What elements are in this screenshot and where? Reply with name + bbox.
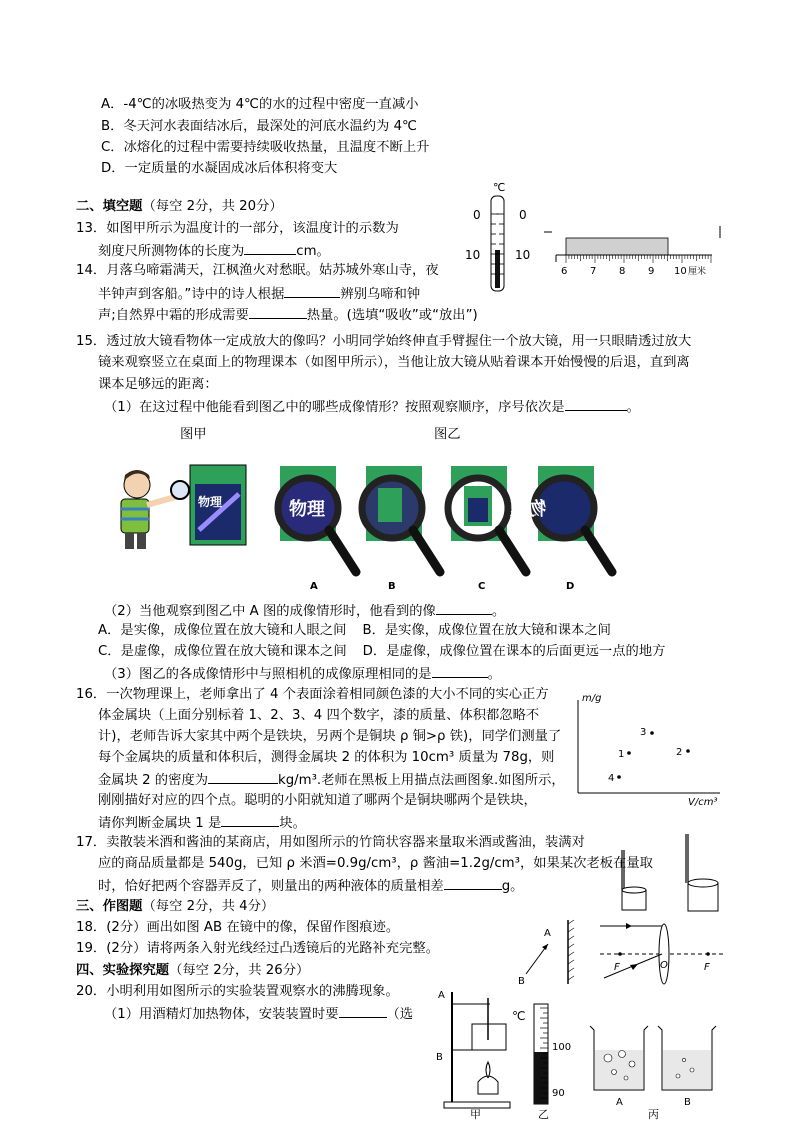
- q15-options-cd: C．是虚像，成像位置在放大镜和课本之间 D．是虚像，成像位置在课本的后面更远一点的地方: [98, 644, 666, 659]
- fig-label-yi: 图乙: [434, 427, 461, 442]
- svg-text:2: 2: [676, 747, 683, 758]
- svg-text:B: B: [684, 1097, 691, 1108]
- beakers-figure: [586, 1020, 726, 1120]
- thermometer-figure: [455, 180, 545, 295]
- q15-line3: 课本足够远的距离：: [98, 377, 218, 392]
- svg-text:B: B: [518, 976, 525, 986]
- q16-line4: 每个金属块的质量和体积后，测得金属块 2 的体积为 10cm³ 质量为 78g，则: [98, 750, 555, 765]
- thermo-tick-right-10: 10: [515, 248, 531, 262]
- thermometer-unit: ℃: [493, 181, 506, 194]
- svg-text:9: 9: [648, 266, 655, 277]
- svg-text:物理: 物理: [198, 495, 223, 509]
- q14-line2: 半钟声到客船。”诗中的诗人根据 辨别乌啼和钟: [98, 284, 420, 304]
- q16-line1: 16．一次物理课上，老师拿出了 4 个表面涂着相同颜色漆的大小不同的实心正方: [76, 687, 549, 702]
- thermo-tick-right-0: 0: [519, 208, 527, 222]
- boiling-apparatus-figure: [430, 984, 520, 1120]
- q12-option-a: A．-4℃的冰吸热变为 4℃的水的过程中密度一直减小: [101, 97, 419, 112]
- svg-text:100: 100: [552, 1042, 572, 1053]
- graph-point-4: [617, 775, 621, 779]
- q15-sub3: （3）图乙的各成像情形中与照相机的成像原理相同的是 。: [104, 664, 501, 684]
- q16-line3: 计)，老师告诉大家其中两个是铁块，另两个是铜块 ρ 铜>ρ 铁)，同学们测量了: [98, 729, 562, 744]
- q20-sub1: （1）用酒精灯加热物体，安装装置时要 （选: [104, 1004, 413, 1024]
- svg-text:B: B: [436, 1052, 443, 1063]
- svg-text:C: C: [478, 581, 486, 592]
- svg-text:8: 8: [619, 266, 626, 277]
- thermo-tick-left-10: 10: [465, 248, 481, 262]
- svg-text:物理: 物理: [289, 499, 325, 520]
- graph-point-2: [686, 749, 690, 753]
- svg-text:6: 6: [561, 266, 568, 277]
- q14-line1: 14．月落乌啼霜满天，江枫渔火对愁眠。姑苏城外寒山寺，夜: [76, 263, 439, 278]
- q16-line6: 刚刚描好对应的四个点。聪明的小阳就知道了哪两个是铜块哪两个是铁块，: [98, 793, 537, 808]
- q15-line1: 15．透过放大镜看物体一定成放大的像吗？小明同学始终伸直手臂握住一个放大镜，用一只眼睛透过放大: [76, 334, 692, 349]
- svg-text:厘米: 厘米: [688, 267, 707, 277]
- svg-text:4: 4: [608, 773, 615, 784]
- q15-sub2: （2）当他观察到图乙中 A 图的成像情形时，他看到的像 。: [104, 601, 505, 621]
- measuring-containers-illustration: [612, 828, 724, 918]
- svg-text:10: 10: [674, 266, 687, 277]
- graph-y-label: m/g: [582, 693, 602, 704]
- magnifier-images-figure: [268, 458, 618, 596]
- q13-line1: 13．如图甲所示为温度计的一部分，该温度计的示数为: [76, 221, 399, 236]
- q17-line2: 应的商品质量都是 540g，已知 ρ 米酒=0.9g/cm³，ρ 酱油=1.2g/cm³，如果某次老板在量取: [98, 856, 653, 871]
- svg-text:B: B: [388, 581, 396, 592]
- ruler-figure: [540, 222, 730, 282]
- q16-line7: 请你判断金属块 1 是 块。: [98, 813, 306, 833]
- svg-text:丙: 丙: [648, 1108, 659, 1120]
- svg-text:A: A: [438, 990, 445, 1001]
- q19-text: 19．(2分）请将两条入射光线经过凸透镜后的光路补充完整。: [76, 941, 439, 956]
- section-heading-fill-blank: 二、填空题（每空 2分，共 20分）: [76, 199, 283, 214]
- q15-options-ab: A．是实像，成像位置在放大镜和人眼之间 B．是实像，成像位置在放大镜和课本之间: [98, 623, 611, 638]
- svg-text:A: A: [616, 1097, 623, 1108]
- section-heading-experiment: 四、实验探究题（每空 2分，共 26分）: [76, 963, 310, 978]
- physics-book-illustration: [189, 464, 247, 546]
- q20-line1: 20．小明利用如图所示的实验装置观察水的沸腾现象。: [76, 984, 399, 999]
- svg-text:90: 90: [552, 1088, 565, 1099]
- svg-text:D: D: [566, 581, 575, 592]
- thermometer-2-figure: [508, 1000, 588, 1122]
- svg-text:℃: ℃: [512, 1009, 526, 1023]
- boy-with-magnifier-illustration: [113, 463, 193, 553]
- graph-point-3: [650, 731, 654, 735]
- measured-object: [566, 238, 668, 255]
- svg-text:甲: 甲: [470, 1108, 481, 1120]
- q15-sub1: （1）在这过程中他能看到图乙中的哪些成像情形？按照观察顺序，序号依次是 。: [104, 397, 640, 417]
- q17-line1: 17．卖散装米酒和酱油的某商店，用如图所示的竹筒状容器来量取米酒或酱油，装满对: [76, 835, 585, 850]
- svg-text:F: F: [614, 962, 620, 973]
- magnifier-image-b: [362, 466, 440, 592]
- svg-text:A: A: [544, 928, 551, 939]
- svg-text:乙: 乙: [538, 1108, 549, 1121]
- convex-lens-figure: [598, 918, 728, 988]
- q16-line5: 金属块 2 的密度为 kg/m³.老师在黑板上用描点法画图象.如图所示，: [98, 770, 565, 790]
- mass-volume-graph: [570, 688, 730, 808]
- section-heading-drawing: 三、作图题（每空 2分，共 4分）: [76, 899, 275, 914]
- q17-line3: 时，恰好把两个容器弄反了，则量出的两种液体的质量相差 g。: [98, 876, 523, 896]
- magnifier-image-a: [278, 466, 356, 592]
- svg-text:物理: 物理: [510, 499, 546, 520]
- magnifier-icon: [171, 481, 189, 499]
- svg-text:1: 1: [618, 749, 625, 760]
- svg-text:7: 7: [590, 266, 597, 277]
- svg-text:O: O: [660, 960, 668, 971]
- fig-label-jia: 图甲: [180, 427, 207, 442]
- graph-x-label: V/cm³: [688, 797, 718, 808]
- svg-text:3: 3: [640, 727, 647, 738]
- q15-line2: 镜来观察竖立在桌面上的物理课本（如图甲所示），当他让放大镜从贴着课本开始慢慢的后退，直到离: [98, 355, 690, 370]
- q18-text: 18．(2分）画出如图 AB 在镜中的像，保留作图痕迹。: [76, 920, 400, 935]
- magnifier-image-c: [448, 466, 526, 592]
- svg-text:F: F: [704, 962, 710, 973]
- q12-option-b: B．冬天河水表面结冰后，最深处的河底水温约为 4℃: [101, 119, 417, 134]
- q14-line3: 声;自然界中霜的形成需要 热量。(选填“吸收”或“放出”): [98, 305, 478, 325]
- graph-point-1: [627, 751, 631, 755]
- q13-line2: 刻度尺所测物体的长度为 cm。: [98, 241, 330, 261]
- svg-text:A: A: [310, 581, 318, 592]
- q16-line2: 体金属块（上面分别标着 1、2、3、4 四个数字，漆的质量、体积都忽略不: [98, 708, 540, 723]
- q12-option-d: D．一定质量的水凝固成冰后体积将变大: [101, 161, 338, 176]
- q12-option-c: C．冰熔化的过程中需要持续吸收热量，且温度不断上升: [101, 140, 430, 155]
- thermo-tick-left-0: 0: [473, 208, 481, 222]
- plane-mirror-figure: [508, 918, 578, 986]
